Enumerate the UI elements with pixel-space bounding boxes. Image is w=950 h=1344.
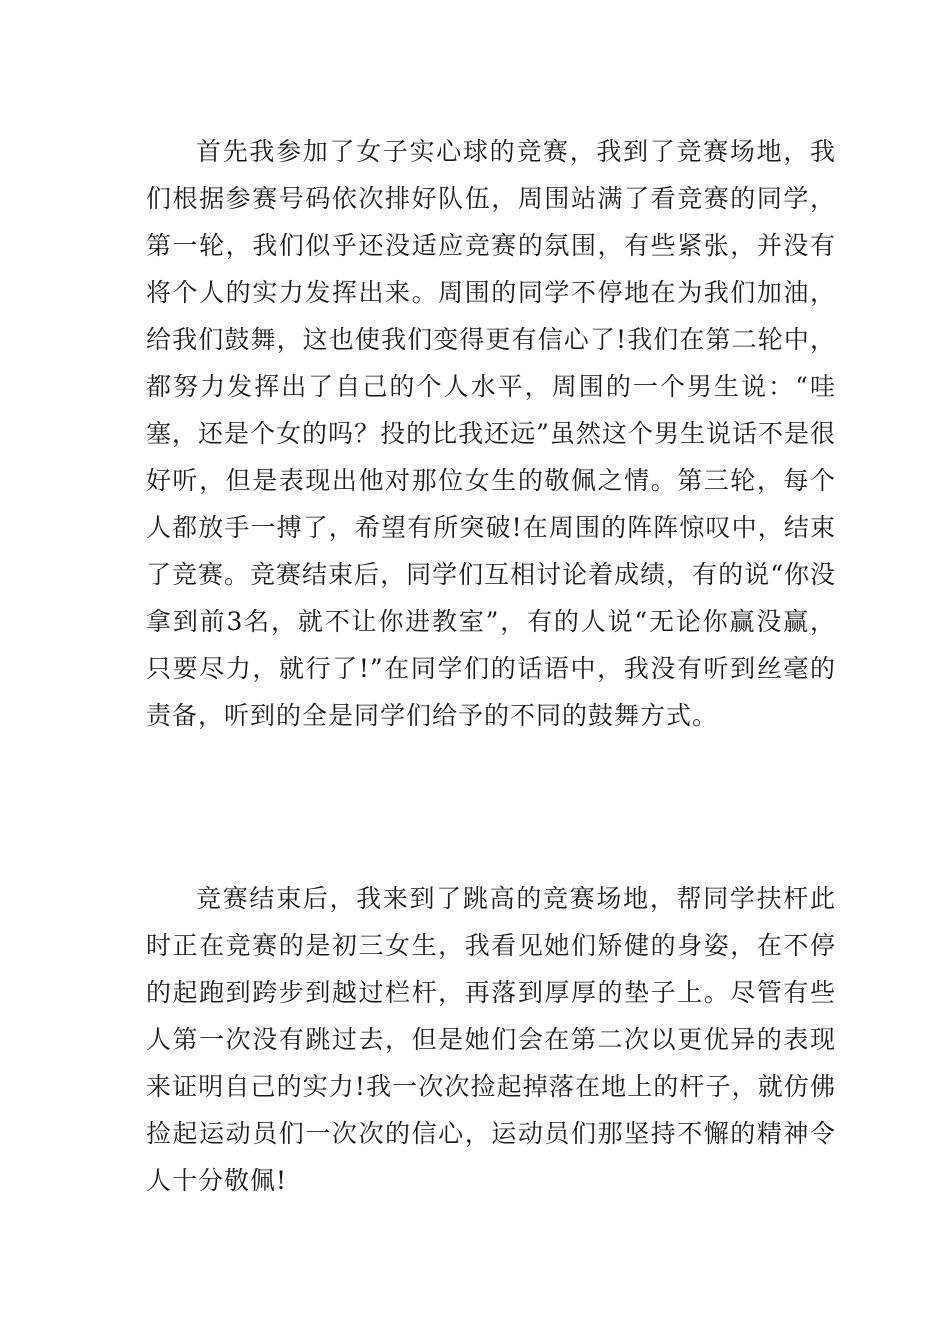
paragraph-high-jump: 竞赛结束后，我来到了跳高的竞赛场地，帮同学扶杆此时正在竞赛的是初三女生，我看见她们矫健的身姿，在不停的起跑到跨步到越过栏杆，再落到厚厚的垫子上。尽管有些人第一次没有跳过去，但是她们会在第二次以更优异的表现来证明自己的实力!我一次次捡起掉落在地上的杆子，就仿佛捡起运动员们一次次的信心，运动员们那坚持不懈的精神令人十分敬佩! bbox=[146, 884, 836, 1195]
paragraph-shot-put: 首先我参加了女子实心球的竞赛，我到了竞赛场地，我们根据参赛号码依次排好队伍，周围站满了看竞赛的同学，第一轮，我们似乎还没适应竞赛的氛围，有些紧张，并没有将个人的实力发挥出来。周围的同学不停地在为我们加油，给我们鼓舞，这也使我们变得更有信心了!我们在第二轮中，都努力发挥出了自己的个人水平，周围的一个男生说：“哇塞，还是个女的吗？投的比我还远”虽然这个男生说话不是很好听，但是表现出他对那位女生的敬佩之情。第三轮，每个人都放手一搏了，希望有所突破!在周围的阵阵惊叹中，结束了竞赛。竞赛结束后，同学们互相讨论着成绩，有的说“你没拿到前3名，就不让你进教室”，有的人说“无论你赢没赢，只要尽力，就行了!”在同学们的话语中，我没有听到丝毫的责备，听到的全是同学们给予的不同的鼓舞方式。 bbox=[146, 137, 836, 730]
